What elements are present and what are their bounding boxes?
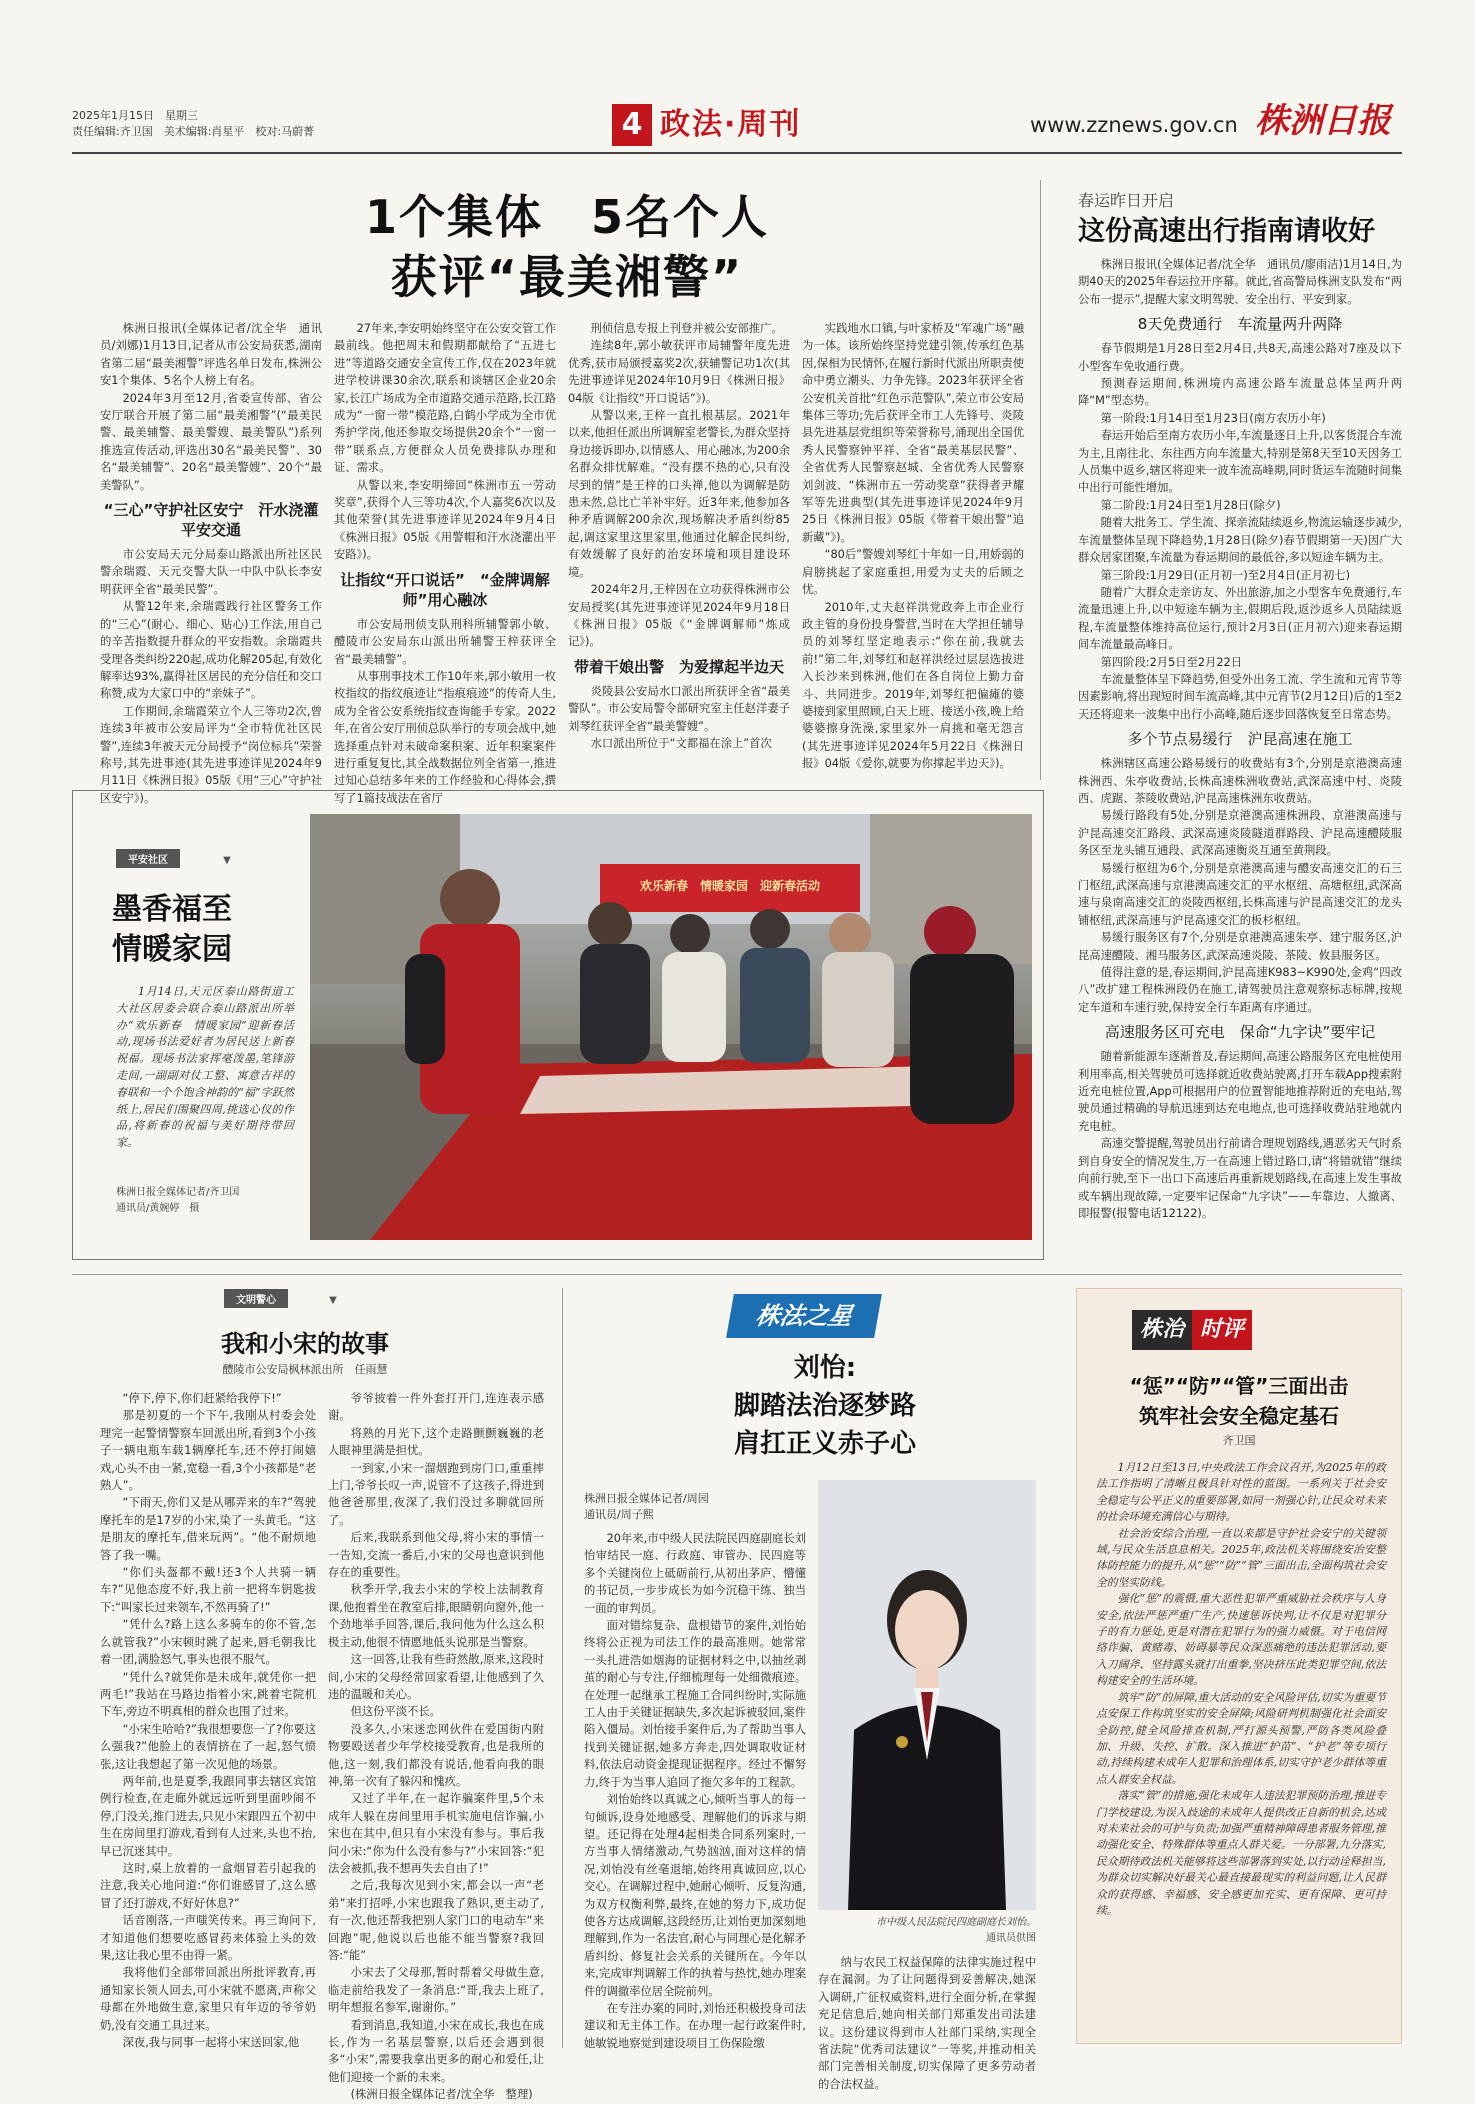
- event-banner: 欢乐新春 情暖家园 迎新春活动: [639, 879, 820, 893]
- lead-paragraph: 刑侦信息专报上刊登并被公安部推广。: [590, 322, 783, 335]
- story-paragraph: 那是初夏的一个下午,我刚从村委会处理完一起警情警察车回派出所,看到3个小孩子一辆电瓶车载1辆摩托车,还不停打闹嬉戏,心头不由一紧,宽稳一看,3个小孩都是“老熟人”。: [100, 1409, 316, 1493]
- editor-credits: 责任编辑:齐卫国 美术编辑:肖星平 校对:马蔚菁: [72, 125, 315, 138]
- spring-intro: 株洲日报讯(全媒体记者/沈全华 通讯员/廖雨洁)1月14日,为期40天的2025年春运拉开序幕。就此,省高警局株洲支队发布“两公布一提示”,提醒大家文明驾驶、安全出行、平安到家。: [1078, 258, 1403, 306]
- community-title-line1: 墨香福至: [112, 892, 232, 927]
- commentary-paragraph: 社会治安综合治理,一直以来都是守护社会安宁的关键领域,与民众生活息息相关。2025年,政法机关将围绕安治安整体防控能力的提升,从“惩”“防”“管”三面出击,全面构筑社会安全的坚实防线。: [1096, 1526, 1386, 1589]
- profile-title-line1: 刘怡:: [793, 1353, 857, 1383]
- lead-paragraph: 工作期间,余瑞霞荣立个人三等功2次,曾连续3年被市公安局评为“全市特优社区民警”,连续3年被天元分局授予“岗位标兵”荣誉称号,其先进事迹(其先进事迹详见2024年9月11日《株洲日报》05版《用“三心”守护社区安宁》)。: [100, 704, 322, 805]
- story-paragraph: 将熟的月光下,这个走路颤颤巍巍的老人眼神里满是担忧。: [328, 1426, 544, 1458]
- website-url: www.zznews.gov.cn: [1030, 113, 1238, 137]
- story-paragraph: “凭什么?就凭你是未成年,就凭你一把两毛!”我站在马路边指着小宋,跳着宅院机下车,旁边不明真相的群众也围了过来。: [100, 1670, 316, 1719]
- lead-paragraph: 炎陵县公安局水口派出所获评全省“最美警队”。市公安局警令部研究室主任赵洋妻子刘琴红获评全省“最美警嫂”。: [568, 684, 790, 733]
- spring-paragraph: 易缓行服务区有7个,分别是京港澳高速朱亭、建宁服务区,沪昆高速醴陵、湘马服务区,武深高速炎陵、茶陵、攸县服务区。: [1078, 931, 1402, 962]
- spring-paragraph: 随着新能源车逐渐普及,春运期间,高速公路服务区充电桩使用利用率高,相关驾驶员可选择就近收费站驶离,打开车载App搜索附近充电桩位置,App可根据用户的位置智能地推荐附近的充电站,驾驶员通过精确的导航迅速到达充电地点,也可选择收费站驻地就内充电桩。: [1078, 1050, 1402, 1133]
- lead-column-2: [334, 320, 556, 805]
- lead-paragraph: 2010年,丈夫赵祥洪党政奔上市企业行政主管的身份投身警营,当时在大学担任辅导员的刘琴红坚定地表示:“你在前,我就去前!”第二年,刘琴红和赵祥洪经过层层选拔进入长沙来到株洲,他们在各自岗位上勤力奋斗、共同进步。2019年,刘琴红把偏瘫的婆婆接到家里照顾,白天上班、接送小孩,晚上给婆婆擦身洗澡,家里家外一肩挑和毫无怨言(其先进事迹详见2024年5月22日《株洲日报》04版《爱你,就要为你撑起半边天》)。: [802, 600, 1024, 771]
- lead-paragraph: 市公安局天元分局泰山路派出所社区民警余瑞霞、天元交警大队一中队中队长李安明获评全省“最美民警”。: [100, 548, 322, 596]
- commentary-logo-part1: 株治: [1132, 1310, 1192, 1350]
- spring-subhead-3: 高速服务区可充电 保命“九字诀”要牢记: [1104, 1023, 1376, 1042]
- story-paragraph: 话音刚落,一声嗤笑传来。再三询问下,才知道他们想要吃感冒药来体验上头的效果,这让我心里不由得一紧。: [100, 1914, 316, 1962]
- spring-paragraph: 易缓行路段有5处,分别是京港澳高速株洲段、京港澳高速与沪昆高速交汇路段、武深高速炎陵隧道群路段、沪昆高速醴陵服务区至龙头铺互通段、武深高速衡炎互通至黄荆段。: [1078, 809, 1402, 858]
- lead-paragraph: 从警12年来,余瑞霞践行社区警务工作的“三心”(耐心、细心、贴心)工作法,用自己的辛苦指数提升群众的平安指数。余瑞霞共受理各类纠纷220起,成功化解205起,有效化解率达93%,赢得社区居民的充分信任和交口称赞,成为大家口中的“亲妹子”。: [100, 600, 322, 701]
- lead-paragraph: 27年来,李安明始终坚守在公安交管工作最前线。他把周末和假期都献给了“五进七进”等道路交通安全宣传工作,仅在2023年就进学校讲课30余次,联系和谈辖区企业20余家,长江广场成为全市道路交通示范路,长江路成为“一窗一带”模范路,白鹤小学成为全市优秀护学岗,他还参取交场提供20余个“一窗一带”联系点,方便群众人员免费排队办理和证、需求。: [334, 322, 556, 475]
- spring-paragraph: 第一阶段:1月14日至1月23日(南方农历小年): [1100, 411, 1326, 425]
- story-paragraph: 深夜,我与同事一起将小宋送回家,他: [122, 2036, 300, 2050]
- column-rule: [1040, 180, 1041, 780]
- spring-paragraph: 第三阶段:1月29日(正月初一)至2月4日(正月初七): [1100, 568, 1351, 582]
- spring-paragraph: 第四阶段:2月5日至2月22日: [1100, 655, 1243, 669]
- commentary-logo: [1132, 1310, 1252, 1350]
- spring-paragraph: 易缓行枢纽为6个,分别是京港澳高速与醴安高速交汇的石三门枢纽,武深高速与京港澳高速交汇的平水枢纽、高塘枢纽,武深高速与泉南高速交汇的炎陵西枢纽,长株高速与沪昆高速交汇的龙头铺枢纽,武深高速与沪昆高速交汇的板杉枢纽。: [1078, 861, 1402, 927]
- lead-headline-line2: 获评“最美湘警”: [390, 250, 744, 304]
- story-paragraph: “你们头盔都不戴!还3个人共骑一辆车?”见他态度不好,我上前一把将车钥匙拔下:“叫家长过来领车,不然再骑了!”: [100, 1566, 316, 1614]
- commentary-author: 齐卫国: [1222, 1434, 1256, 1447]
- story-column-2: [328, 1390, 544, 2102]
- story-paragraph: “凭什么?路上这么多骑车的你不管,怎么就管我?”小宋顿时跳了起来,唇毛朝我比着一团,满脸怒气,事头也很不服气。: [100, 1618, 316, 1667]
- lead-paragraph: “80后”警嫂刘琴红十年如一日,用娇弱的肩膀挑起了家庭重担,用爱为丈夫的后顾之忧。: [802, 548, 1024, 597]
- lead-paragraph: 2024年3月至12月,省委宣传部、省公安厅联合开展了第二届“最美湘警”(“最美民警、最美辅警、最美警嫂、最美警队”)系列推选宣传活动,评选出30名“最美民警”、30名“最美辅警”、20名“最美警嫂”、20个“最美警队”。: [100, 391, 322, 492]
- spring-kicker: 春运昨日开启: [1078, 191, 1175, 210]
- lead-paragraph: 连续8年,郭小敏获评市局辅警年度先进优秀,获市局颁授嘉奖2次,获辅警记功1次(其先进事迹详见2024年10月9日《株洲日报》04版《让指纹“开口说话”》)。: [568, 339, 790, 405]
- profile-paragraph: 在专注办案的同时,刘怡还积极投身司法建议和无主体工作。在办理一起行政案件时,她敏锐地察觉到建设项目工伤保险缴: [584, 2001, 806, 2050]
- story-paragraph: 但这份平淡不长。: [350, 1705, 441, 1719]
- community-body: 1月14日,天元区泰山路街道工大社区居委会联合泰山路派出所举办“欢乐新春 情暖家园”迎新春活动,现场书法爱好者为居民送上新春祝福。现场书法家挥毫泼墨,笔锋游走间,一副副对仗工整、寓意吉祥的春联和一个个饱含神韵的“福”字跃然纸上,居民们围聚四周,挑选心仪的作品,将新春的祝福与美好期待带回家。: [116, 985, 294, 1150]
- lead-column-4: [802, 320, 1024, 776]
- community-byline-2: 通讯员/黄婉婷 摄: [116, 1203, 200, 1214]
- commentary-paragraph: 1月12日至13日,中央政法工作会议召开,为2025年的政法工作指明了清晰且极具针对性的蓝图。一系列关于社会安全稳定与公平正义的重要部署,如同一剂强心针,让民众对未来的社会环境充满信心与期待。: [1096, 1461, 1386, 1524]
- story-paragraph: 两年前,也是夏季,我跟同事去辖区宾馆例行检查,在走廊外就远远听到里面吵闹不停,门没关,推门进去,只见小宋跟四五个初中生在房间里打游戏,看到有人过来,头也不抬,早已沉迷其中。: [100, 1774, 316, 1858]
- lead-paragraph: 从警以来,李安明缔回“株洲市五一劳动奖章”,获得个人三等功4次,个人嘉奖6次以及其他荣誉(其先进事迹详见2024年9月4日《株洲日报》05版《用警帽和汗水浇灌出平安路》)。: [334, 478, 556, 562]
- profile-paragraph: 纳与农民工权益保障的法律实施过程中存在漏洞。为了让问题得到妥善解决,她深入调研,广征权威资料,进行全面分析,在掌握充足信息后,她向相关部门郑重发出司法建议。这份建议得到市人社部门采纳,实现全省法院“优秀司法建议”一等奖,并推动相关部门完善相关制度,切实保障了更多劳动者的合法权益。: [818, 1956, 1036, 2091]
- profile-column-2: [818, 1954, 1036, 2091]
- spring-paragraph: 春节假期是1月28日至2月4日,共8天,高速公路对7座及以下小型客车免收通行费。: [1078, 342, 1402, 373]
- story-paragraph: 这一回答,让我有些莳然散,原来,这段时间,小宋的父母经常回家看望,让他感到了久违的温暖和关心。: [328, 1653, 544, 1701]
- spring-paragraph: 随着广大群众走亲访友、外出旅游,加之小型客车免费通行,车流量迅速上升,以中短途车辆为主,假期后段,返沙返乡人员陆续返程,车流量整体维持高位运行,预计2月3日(正月初六)迎来春运期间车流量最高峰日。: [1078, 585, 1402, 652]
- spring-subhead-2: 多个节点易缓行 沪昆高速在施工: [1127, 730, 1353, 749]
- lead-paragraph: 水口派出所位于“文都福在涂上”首次: [590, 736, 772, 750]
- lead-column-1: [100, 320, 322, 805]
- community-tag-label: 平安社区: [116, 849, 180, 868]
- story-paragraph: 小宋去了父母那,暂时帮着父母做生意,临走前给我发了一条消息:“哥,我去上班了,明年想报名参军,谢谢你。”: [328, 1966, 544, 2015]
- judge-portrait: [818, 1480, 1036, 1910]
- lead-column-3: [568, 320, 790, 776]
- profile-paragraph: 刘怡始终以真诚之心,倾听当事人的每一句倾诉,设身处地感受、理解他们的诉求与期望。还记得在处理4起相类合同系列案时,一方当事人情绪激动,气势汹汹,面对这样的情况,刘怡没有丝毫退缩,始终用真诚回应,以心交心。在调解过程中,她耐心倾听、反复沟通,为双方权衡利弊,最终,在她的努力下,成功促使各方达成调解,这段经历,让刘怡更加深刻地理解到,作为一名法官,耐心与同理心是化解矛盾纠纷、修复社会关系的关键所在。今年以来,完成审判调解工作的执着与热忱,她办理案件的调撤率位居全院前列。: [584, 1793, 806, 1998]
- lead-paragraph: 实践地水口镇,与叶家桥及“军魂广场”融为一体。该所始终坚持党建引领,传承红色基因,保相为民情怀,在履行新时代派出所职责使命中勇立潮头、力争先锋。2023年获评全省公安机关首批“红色示范警队”,荣立市公安局集体三等功;先后获评全市工人先锋号、炎陵县先进基层党组织等荣誉称号,涌现出全国优秀人民警察钟平祥、全省“最美基层民警”、全省优秀人民警察赵城、全省优秀人民警察刘剑波、“株洲市五一劳动奖章”获得者尹耀军等先进典型(其先进事迹详见2024年9月25日《株洲日报》05版《带着干娘出警“追新藏”》)。: [802, 322, 1024, 544]
- commentary-title-line1: “惩”“防”“管”三面出击: [1129, 1374, 1349, 1398]
- story-paragraph: “小宋生哈哈?”我很想要您一了?你要这么强我?”他脸上的表情挤在了一起,怒气愤张,这让我想起了第一次见他的场景。: [100, 1722, 316, 1771]
- story-paragraph: 后来,我联系到他父母,将小宋的事情一一告知,交流一番后,小宋的父母也意识到他存在的重要性。: [328, 1531, 544, 1580]
- column-rule: [562, 1288, 563, 2048]
- story-paragraph: 又过了半年,在一起诈骗案件里,5个未成年人躲在房间里用手机实施电信诈骗,小宋也在其中,但只有小宋没有参与。事后我问小宋:“你为什么没有参与?”小宋回答:“犯法会被抓,我不想再失去自由了!”: [328, 1792, 544, 1875]
- story-paragraph: (株洲日报全媒体记者/沈全华 整理): [350, 2088, 533, 2102]
- community-tag: [116, 848, 260, 868]
- profile-column-1: [584, 1530, 806, 2050]
- story-paragraph: “下雨天,你们又是从哪弄来的车?”驾驶摩托车的是17岁的小宋,染了一头黄毛。“这是朋友的摩托车,借来玩两”。“他不耐烦地答了我一嘴。: [100, 1496, 316, 1562]
- story-paragraph: 这时,桌上放着的一盒烟冒若引起我的注意,我关心地问道:“你们谁感冒了,这么感冒了还打游戏,不好好休息?”: [100, 1861, 316, 1910]
- spring-paragraph: 预测春运期间,株洲境内高速公路车流量总体呈两升两降“M”型态势。: [1078, 377, 1402, 408]
- story-paragraph: 看到消息,我知道,小宋在成长,我也在成长,作为一名基层警察,以后还会遇到很多“小宋”,需要我拿出更多的耐心和爱任,让他们迎接一个新的未来。: [328, 2018, 544, 2084]
- lead-paragraph: 市公安局刑侦支队刑科所辅警郭小敏、醴陵市公安局东山派出所辅警王梓获评全省“最美辅警”。: [334, 617, 556, 666]
- story-paragraph: 爷爷披着一件外套打开门,连连表示感谢。: [328, 1392, 544, 1423]
- spring-subhead-1: 8天免费通行 车流量两升两降: [1137, 315, 1343, 334]
- portrait-illustration: [818, 1480, 1036, 1910]
- spring-paragraph: 高速交警提醒,驾驶员出行前请合理规划路线,遇恶劣天气时系到自身安全的情况发生,万一在高速上错过路口,请“将错就错”继续向前行驶,至下一出口下高速后再重新规划路线,在高速上发生事故或车辆出现故障,一定要牢记保命“九字诀”——车靠边、人撤离、即报警(报警电话12122)。: [1078, 1137, 1402, 1220]
- chevron-down-icon: ▼: [223, 855, 231, 866]
- portrait-credit: 通讯员供图: [986, 1933, 1036, 1944]
- portrait-caption: 市中级人民法院民四庭副庭长刘怡。: [876, 1917, 1036, 1928]
- spring-paragraph: 随着大批务工、学生流、探亲流陆续返乡,物流运输逐步减少,车流量整体呈现下降趋势,1月28日(除夕)春节假期第一天)因广大群众居家团聚,车流量为春运期间的最低谷,多以短途车辆为主。: [1078, 516, 1402, 565]
- community-byline-1: 株洲日报全媒体记者/齐卫国: [116, 1187, 240, 1198]
- story-paragraph: 没多久,小宋迷恋网伙件在爱国街内附物要殴送者少年学校接受教育,也是我所的他,这一刻,我们都没有说话,他看向我的眼神,第一次有了躲闪和愧疚。: [328, 1722, 544, 1788]
- spring-headline: 这份高速出行指南请收好: [1078, 216, 1375, 247]
- commentary-logo-part2: 时评: [1192, 1310, 1252, 1350]
- story-tag-label: 文明警心: [224, 1289, 288, 1308]
- commentary-paragraph: 强化“惩”的震慑,重大恶性犯罪严重威胁社会秩序与人身安全,依法严惩严重广生产,快速惩诉快判,让不仅是对犯罪分子的有力惩处,更是对潜在犯罪行为的强力威慑。对于电信网络诈骗、黄赌毒、妨碍暴等民众深恶痛绝的违法犯罪活动,要入刀阔斧、坚持露头就打出重拳,坚决挤压此类犯罪空间,依法构建安全的生活环境。: [1096, 1592, 1386, 1688]
- story-paragraph: 秋季开学,我去小宋的学校上法制教育课,他抱着坐在教室后排,眼睛朝向窗外,他一个劲地举手回答,课后,我问他为什么这么积极主动,他很不情愿地低头说那是当警察。: [328, 1583, 544, 1649]
- paper-logo: 株洲日报: [1255, 101, 1391, 141]
- chevron-down-icon: ▼: [329, 1295, 337, 1306]
- commentary-paragraph: 筑牢“防”的屏障,重大活动的安全风险评估,切实为重要节点安保工作构筑坚实的安全屏障;风险研判机制强化社会面安全防控,健全风险排查机制,严打源头预警,严防各类风险叠加、升级、失控、扩散。深入推进“护苗”、“护老”等专项行动,持续构建未成年人犯罪和治理体系,切实守护老少群体等重点人群安全权益。: [1096, 1690, 1386, 1786]
- profile-paragraph: 面对错综复杂、盘根错节的案件,刘怡始终将公正视为司法工作的最高准则。她常常一头扎进浩如烟海的证据材料之中,以抽丝剥茧的耐心与专注,仔细梳理每一处细微痕迹。在处理一起继承工程施工合同纠纷时,实际施工人由于关键证据缺失,多次起诉被驳回,案件陷入僵局。刘怡接手案件后,为了帮助当事人找到关键证据,她多方奔走,四处调取收证材料,依法启动资金提现证据程序。经过不懈努力,终于为当事人追回了拖欠多年的工程款。: [584, 1619, 806, 1789]
- story-paragraph: 之后,我每次见到小宋,都会以一声“老弟”来打招呼,小宋也跟我了熟识,更主动了,有一次,他还帮我把别人家门口的电动车“来回跑”呢,他说以后也能不能当警察?我回答:“能”: [328, 1879, 544, 1962]
- story-title: 我和小宋的故事: [221, 1330, 389, 1358]
- section-title: 政法·周刊: [660, 107, 802, 142]
- calligraphy-photo: [310, 814, 1032, 1240]
- masthead-rule: [72, 152, 1402, 154]
- profile-title-line3: 肩扛正义赤子心: [733, 1429, 916, 1459]
- lead-subhead-3: 带着干娘出警 为爱撑起半边天: [573, 657, 784, 676]
- lead-headline-line1: 1个集体 5名个人: [364, 190, 769, 244]
- issue-date: 2025年1月15日 星期三: [72, 109, 198, 122]
- lead-paragraph: 株洲日报讯(全媒体记者/沈全华 通讯员/刘娜)1月13日,记者从市公安局获悉,湖南省第二届“最美湘警”评选名单日发布,株洲公安1个集体、5名个人榜上有名。: [100, 322, 322, 388]
- spring-paragraph: 春运开始后至南方农历小年,车流量逐日上升,以客货混合车流为主,且南往北、东往西方向车流量大,特别是第8天至10天因务工人员集中返乡,辖区将迎来一波车流高峰期,同时货运车流随时间集中出行可能性增加。: [1078, 429, 1402, 495]
- section-rule: [72, 1274, 1402, 1275]
- lead-subhead-2: 让指纹“开口说话” “金牌调解师”用心融冰: [340, 570, 550, 609]
- lead-subhead-1: “三心”守护社区安宁 汗水浇灌平安交通: [103, 501, 319, 540]
- spring-article: [1078, 256, 1402, 1264]
- lead-paragraph: 从警以来,王梓一直扎根基层。2021年以来,他担任派出所调解室老警长,为群众坚持身边接诉即办,以情感人、用心融冰,为200余名群众排忧解难。“没有摆不热的心,只有没尽到的情”是王梓的口头禅,他以为调解是防患未然,总比亡羊补牢好。近3年来,他参加各种矛盾调解200余次,现场解决矛盾纠纷85起,调这家里这里家里,他通过化解企民纠纷,有效缓解了良好的治安环境和项目建设环境。: [568, 409, 790, 579]
- commentary-body: [1096, 1460, 1386, 2036]
- story-tag: [224, 1288, 337, 1308]
- spring-paragraph: 第二阶段:1月24日至1月28日(除夕): [1100, 498, 1281, 512]
- spring-paragraph: 车流量整体呈下降趋势,但受外出务工流、学生流和元宵节等因素影响,将出现短时间车流高峰,其中元宵节(2月12日)后的1至2天还将迎来一波集中出行小高峰,随后逐步回落恢复至日常态势。: [1078, 672, 1402, 721]
- story-paragraph: “停下,停下,你们赶紧给我停下!”: [122, 1392, 282, 1405]
- spring-paragraph: 株洲辖区高速公路易缓行的收费站有3个,分别是京港澳高速株洲西、朱亭收费站,长株高速株洲收费站,武深高速中村、炎陵西、虎踞、茶陵收费站,沪昆高速株洲东收费站。: [1078, 757, 1402, 805]
- page-number: 4: [612, 104, 652, 146]
- community-title-line2: 情暖家园: [112, 932, 232, 967]
- profile-byline-2: 通讯员/周子熙: [584, 1508, 654, 1521]
- profile-logo: 株法之星: [726, 1294, 882, 1338]
- lead-paragraph: 2024年2月,王梓因在立功获得株洲市公安局授奖(其先进事迹详见2024年9月18日《株洲日报》05版《“金牌调解师”炼成记》)。: [568, 583, 790, 649]
- commentary-title-line2: 筑牢社会安全稳定基石: [1139, 1404, 1339, 1428]
- lead-paragraph: 从事刑事技术工作10年来,郭小敏用一枚枚指纹的指纹痕迹让“指痕痕迹”的传奇人生,成为全省公安系统指纹查询能手专家。2022年,在省公安厅刑侦总队举行的专项会战中,她选择重点针对未破命案积案、近年积案案件进行重复复比,其全战数据位列全省第一,推进过知心总结多年来的工作经验和心得体会,撰写了1篇技战法在省厅: [334, 669, 556, 805]
- spring-paragraph: 值得注意的是,春运期间,沪昆高速K983~K990处,金鸡“四改八”改扩建工程株洲段仍在施工,请驾驶员注意观察标志标牌,按规定车道和车速行驶,保持安全行车距离有序通过。: [1078, 966, 1402, 1014]
- story-paragraph: 我将他们全部带回派出所批评教育,再通知家长领人回去,可小宋就不愿离,声称父母都在外地做生意,家里只有年迈的爷爷奶奶,没有交通工具过来。: [100, 1966, 316, 2032]
- story-column-1: [100, 1390, 316, 2050]
- profile-byline-1: 株洲日报全媒体记者/周园: [584, 1492, 709, 1505]
- story-author: 醴陵市公安局枫林派出所 任雨慧: [222, 1363, 388, 1376]
- profile-title-line2: 脚踏法治逐梦路: [733, 1391, 916, 1421]
- profile-paragraph: 20年来,市中级人民法院民四庭副庭长刘怡审结民一庭、行政庭、审管办、民四庭等多个关键岗位上砥砺前行,从初出茅庐、懵懂的书记员,一步步成长为如今沉稳干练、独当一面的审判员。: [584, 1532, 806, 1615]
- story-paragraph: 一到家,小宋一溜烟跑到房门口,重重摔上门,爷爷长叹一声,说管不了这孩子,得进到他爸爸那里,夜深了,我们没过多聊就回所了。: [328, 1461, 544, 1527]
- commentary-paragraph: 落实“管”的措施,强化未成年人违法犯罪预防治理,推进专门学校建设,为误入歧途的未成年人提供改正自新的机会,达成对未来社会的可护与负责;加强严重精神障碍患者服务管理,推动强化安全、特殊群体等重点人群关爱。一分部署,九分落实,民众期待政法机关能够将这些部署落到实处,以行动诠释担当,为群众切实解决好最关心最直接最现实的利益问题,让人民群众的获得感、幸福感、安全感更加充实、更有保障、更可持续。: [1096, 1789, 1386, 1917]
